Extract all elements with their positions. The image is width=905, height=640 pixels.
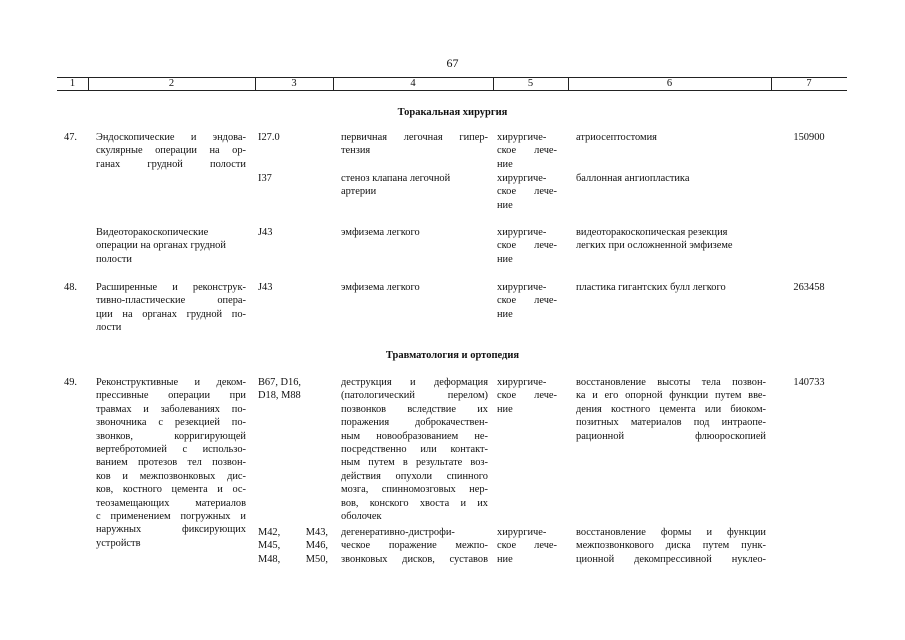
method-group-name: Реконструктивные и деком- прессивные операции при травмах и заболеваниях по- звоночника с резекцией по- звонков, корригирующей вертебротомией с использо- ванием протезов тел позвон- ков и межпозвонковых дис- ков, костного цемента и ос- теозамещающих материалов с применением погружных и наружных фиксирующих устройств bbox=[96, 377, 246, 549]
column-header-4: 4 bbox=[410, 78, 416, 89]
treatment-method: восстановление высоты тела позвон- ка и его опорной функции путем вве- дения костного цемента или биоком- позитных материалов под интраопе- рационной флюороскопией bbox=[576, 377, 766, 442]
icd-code: J43 bbox=[258, 282, 273, 293]
diagnosis: эмфизема легкого bbox=[341, 282, 420, 293]
section-title-thoracic: Торакальная хирургия bbox=[397, 107, 508, 118]
treatment-method: видеоторакоскопическая резекция легких при осложненной эмфиземе bbox=[576, 227, 733, 252]
icd-code: B67, D16, D18, M88 bbox=[258, 377, 302, 402]
icd-code: I27.0 bbox=[258, 132, 280, 143]
method-group-name: Расширенные и реконструк- тивно-пластические опера- ции на органах грудной по- лости bbox=[96, 282, 246, 334]
row-number: 49. bbox=[64, 377, 77, 388]
diagnosis: деструкция и деформация (патологический перелом) позвонков вследствие их поражения доброкачествен- ным новообразованием не- посредственно или контакт- ным путем в результате воз- действия опухоли спинного мозга, спинномозговых нер- вов, конского хвоста и их оболочек bbox=[341, 377, 488, 523]
column-header-7: 7 bbox=[806, 78, 812, 89]
row-number: 47. bbox=[64, 132, 77, 143]
column-header-3: 3 bbox=[291, 78, 297, 89]
column-header-6: 6 bbox=[666, 78, 673, 89]
diagnosis: дегенеративно-дистрофи- ческое поражение межпо- звонковых дисков, суставов bbox=[341, 527, 488, 565]
method-group-name: Видеоторакоскопические операции на органах грудной полости bbox=[96, 227, 226, 265]
treatment-type: хирургиче- ское лече- ние bbox=[497, 173, 557, 211]
treatment-type: хирургиче- ское лече- ние bbox=[497, 132, 557, 170]
cost-value: 150900 bbox=[793, 132, 825, 143]
treatment-type: хирургиче- ское лече- ние bbox=[497, 527, 557, 565]
icd-code: M42, M43, M45, M46, M48, M50, bbox=[258, 527, 328, 565]
diagnosis: эмфизема легкого bbox=[341, 227, 420, 238]
row-number: 48. bbox=[64, 282, 77, 293]
icd-code: I37 bbox=[258, 173, 272, 184]
icd-code: J43 bbox=[258, 227, 273, 238]
treatment-method: атриосептостомия bbox=[576, 132, 657, 143]
treatment-method: баллонная ангиопластика bbox=[576, 173, 690, 184]
treatment-type: хирургиче- ское лече- ние bbox=[497, 377, 557, 415]
column-header-1: 1 bbox=[69, 78, 76, 89]
method-group-name: Эндоскопические и эндова- скулярные операции на ор- ганах грудной полости bbox=[96, 132, 246, 170]
treatment-method: пластика гигантских булл легкого bbox=[576, 282, 726, 293]
section-title-traumatology: Травматология и ортопедия bbox=[385, 350, 520, 361]
treatment-type: хирургиче- ское лече- ние bbox=[497, 227, 557, 265]
cost-value: 140733 bbox=[793, 377, 825, 388]
column-header-5: 5 bbox=[527, 78, 534, 89]
cost-value: 263458 bbox=[793, 282, 825, 293]
page-number: 67 bbox=[446, 56, 459, 70]
diagnosis: первичная легочная гипер- тензия bbox=[341, 132, 488, 157]
treatment-method: восстановление формы и функции межпозвонкового диска путем пунк- ционной декомпрессивной нуклео- bbox=[576, 527, 766, 565]
diagnosis: стеноз клапана легочной артерии bbox=[341, 173, 451, 198]
treatment-type: хирургиче- ское лече- ние bbox=[497, 282, 557, 320]
column-header-2: 2 bbox=[168, 78, 175, 89]
